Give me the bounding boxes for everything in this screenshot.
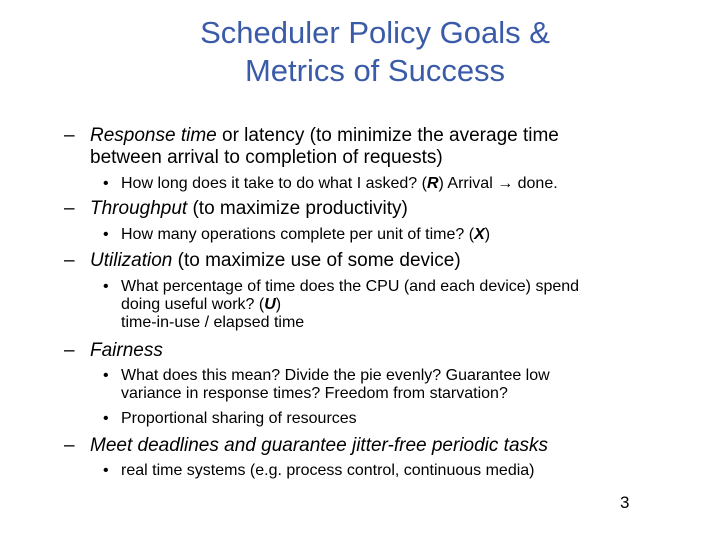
bullet-dot: • [103,410,109,427]
term-fairness: Fairness [90,340,163,361]
bullet-dot: • [103,462,109,479]
term-throughput: Throughput [90,198,188,219]
sub-bullet-utilization: • What percentage of time does the CPU (and each device) spend doing useful work? (U) time-in-use / elapsed time [103,278,580,331]
bullet-deadlines [64,435,664,457]
bullet-dot: • [103,226,109,243]
bullet-dot: • [103,175,109,192]
dash-marker: – [64,198,75,219]
dash-marker: – [64,435,75,456]
term-response-time: Response time [90,125,217,146]
var-x: X [474,226,485,243]
bullet-response-time: – Response time or latency (to minimize the average time between arrival to completion of requests) [64,125,559,168]
sub-bullet-response: • How long does it take to do what I asked? (R) Arrival → done. [103,175,558,192]
dash-marker: – [64,250,75,271]
bullet-dot: • [103,367,109,384]
sub-bullet-fairness-2: • Proportional sharing of resources [103,410,357,427]
title-line-2: Metrics of Success [244,53,506,88]
bullet-fairness [64,340,664,362]
title-line-1: Scheduler Policy Goals & [200,15,550,50]
page-number: 3 [620,493,630,512]
var-r: R [426,175,439,192]
slide-title [120,14,630,90]
dash-marker: – [64,125,75,146]
sub-bullet-deadlines: • real time systems (e.g. process control, continuous media) [103,462,535,479]
bullet-throughput: – Throughput (to maximize productivity) [64,198,408,219]
bullet-dot: • [103,278,109,295]
sub-bullet-fairness-1: • What does this mean? Divide the pie evenly? Guarantee low variance in response times? Freedom from starvation? [103,367,550,402]
sub-bullet-throughput: • How many operations complete per unit of time? (X) [103,226,491,243]
term-deadlines: Meet deadlines and guarantee jitter-free periodic tasks [90,435,549,456]
var-u: U [264,296,276,313]
dash-marker: – [64,340,75,361]
term-utilization: Utilization [90,250,173,271]
bullet-utilization: – Utilization (to maximize use of some device) [64,250,461,271]
